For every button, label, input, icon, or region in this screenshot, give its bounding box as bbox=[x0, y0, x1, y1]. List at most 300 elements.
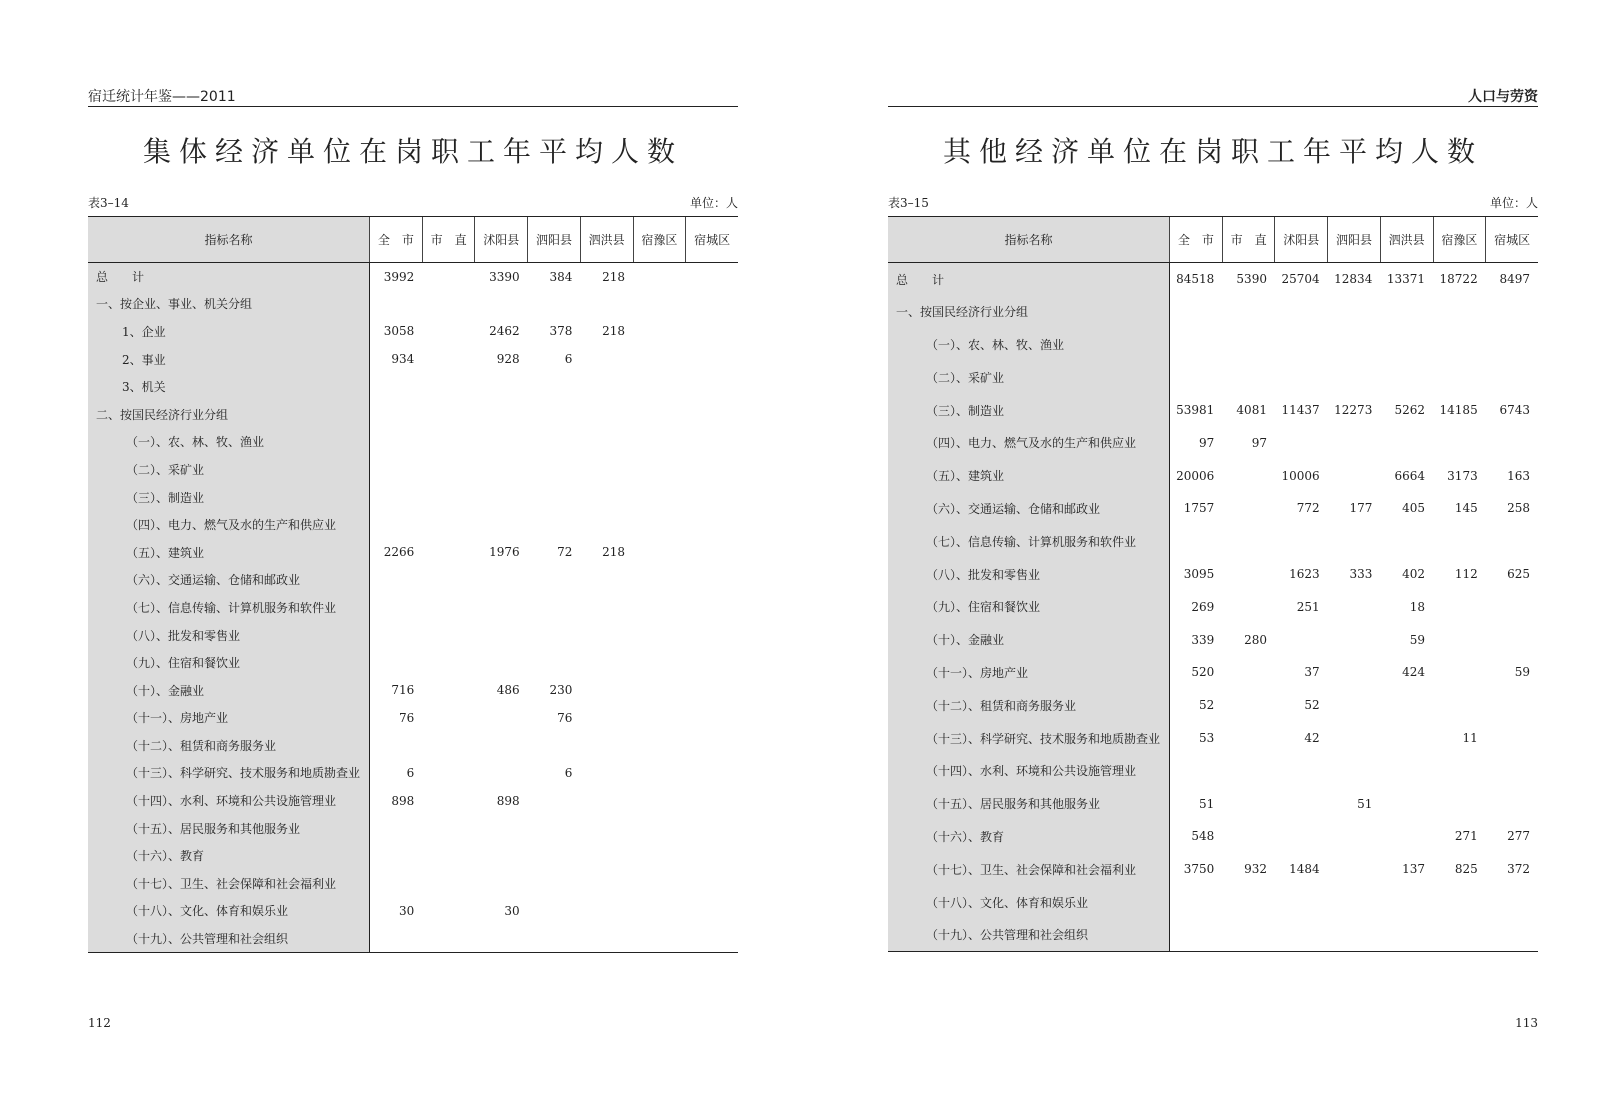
table-row bbox=[88, 538, 738, 566]
table-cell bbox=[1222, 918, 1275, 951]
row-label: （十五）、居民服务和其他服务业 bbox=[888, 787, 1170, 820]
row-label: （十一）、房地产业 bbox=[88, 704, 370, 732]
row-label: （五）、建筑业 bbox=[888, 459, 1170, 492]
page-number: 112 bbox=[88, 1016, 111, 1030]
table-cell bbox=[422, 842, 475, 870]
table-cell: 1623 bbox=[1289, 567, 1320, 582]
table-cell: 59 bbox=[1514, 665, 1530, 680]
table-cell bbox=[1170, 361, 1223, 394]
table-cell bbox=[1486, 426, 1538, 459]
table-cell bbox=[1170, 525, 1223, 558]
table-cell bbox=[1433, 295, 1486, 328]
table-cell bbox=[528, 897, 581, 925]
table-cell bbox=[633, 318, 686, 346]
header-indicator-name: 指标名称 bbox=[88, 217, 370, 263]
table-cell bbox=[580, 649, 633, 677]
row-label: 总 计 bbox=[888, 263, 1170, 296]
table-cell bbox=[580, 594, 633, 622]
table-cell bbox=[1328, 754, 1381, 787]
row-label: （八）、批发和零售业 bbox=[88, 621, 370, 649]
row-label: 2、事业 bbox=[88, 345, 370, 373]
table-cell: 772 bbox=[1296, 501, 1320, 516]
table-row bbox=[888, 918, 1538, 951]
table-cell bbox=[1222, 328, 1275, 361]
table-cell: 928 bbox=[496, 352, 520, 367]
table-cell bbox=[422, 511, 475, 539]
table-cell: 218 bbox=[602, 324, 626, 339]
table-row bbox=[88, 732, 738, 760]
table-row bbox=[88, 483, 738, 511]
table-cell: 277 bbox=[1507, 829, 1530, 844]
table-cell bbox=[422, 400, 475, 428]
table-cell bbox=[422, 787, 475, 815]
table-row bbox=[88, 594, 738, 622]
table-cell bbox=[528, 925, 581, 953]
table-cell bbox=[1486, 623, 1538, 656]
table-cell bbox=[370, 456, 423, 484]
table-cell: 384 bbox=[549, 269, 573, 284]
table-cell bbox=[686, 676, 738, 704]
row-label: 一、按国民经济行业分组 bbox=[888, 295, 1170, 328]
table-cell bbox=[1486, 886, 1538, 919]
table-cell bbox=[1433, 590, 1486, 623]
table-cell bbox=[580, 400, 633, 428]
table-cell bbox=[370, 428, 423, 456]
row-label: （二）、采矿业 bbox=[888, 361, 1170, 394]
table-cell bbox=[528, 456, 581, 484]
table-cell bbox=[1222, 492, 1275, 525]
table-cell bbox=[633, 456, 686, 484]
page-number: 113 bbox=[1515, 1016, 1538, 1030]
table-cell bbox=[1275, 361, 1328, 394]
table-cell bbox=[475, 814, 528, 842]
table-cell bbox=[1328, 426, 1381, 459]
table-row bbox=[88, 649, 738, 677]
table-row bbox=[88, 263, 738, 291]
row-label: 一、按企业、事业、机关分组 bbox=[88, 290, 370, 318]
table-cell: 84518 bbox=[1176, 272, 1215, 287]
table-cell bbox=[1328, 820, 1381, 853]
table-cell bbox=[1170, 328, 1223, 361]
column-header: 泗洪县 bbox=[1380, 217, 1433, 263]
table-cell bbox=[528, 842, 581, 870]
table-cell bbox=[633, 263, 686, 291]
table-cell bbox=[1328, 525, 1381, 558]
table-cell bbox=[686, 925, 738, 953]
table-cell bbox=[370, 842, 423, 870]
table-cell bbox=[1433, 754, 1486, 787]
table-cell bbox=[528, 814, 581, 842]
table-cell bbox=[1380, 886, 1433, 919]
table-cell: 37 bbox=[1304, 665, 1320, 680]
table-cell bbox=[633, 870, 686, 898]
table-cell: 2266 bbox=[383, 545, 415, 560]
row-label: （十三）、科学研究、技术服务和地质勘查业 bbox=[88, 759, 370, 787]
table-cell bbox=[1328, 689, 1381, 722]
table-cell bbox=[633, 759, 686, 787]
table-cell bbox=[475, 400, 528, 428]
table-cell bbox=[633, 428, 686, 456]
table-cell bbox=[580, 373, 633, 401]
table-row bbox=[88, 621, 738, 649]
table-cell: 11 bbox=[1462, 731, 1478, 746]
table-cell bbox=[528, 373, 581, 401]
table-row bbox=[888, 459, 1538, 492]
table-cell bbox=[475, 483, 528, 511]
table-cell bbox=[633, 290, 686, 318]
table-cell: 269 bbox=[1191, 599, 1215, 614]
table-row bbox=[888, 492, 1538, 525]
column-header: 泗洪县 bbox=[580, 217, 633, 263]
table-cell bbox=[580, 511, 633, 539]
table-cell: 76 bbox=[557, 710, 573, 725]
table-row bbox=[888, 656, 1538, 689]
table-cell bbox=[633, 621, 686, 649]
table-cell bbox=[580, 787, 633, 815]
table-cell: 20006 bbox=[1176, 468, 1215, 483]
table-row bbox=[888, 623, 1538, 656]
row-label: （九）、住宿和餐饮业 bbox=[888, 590, 1170, 623]
table-cell bbox=[1222, 820, 1275, 853]
table-cell bbox=[1486, 689, 1538, 722]
table-cell bbox=[422, 704, 475, 732]
row-label: （九）、住宿和餐饮业 bbox=[88, 649, 370, 677]
table-cell bbox=[1380, 918, 1433, 951]
table-cell: 12273 bbox=[1334, 403, 1373, 418]
table-cell: 18722 bbox=[1439, 272, 1478, 287]
table-cell bbox=[1328, 590, 1381, 623]
column-header: 市 直 bbox=[422, 217, 475, 263]
table-cell bbox=[1170, 886, 1223, 919]
table-cell: 378 bbox=[549, 324, 573, 339]
table-row bbox=[88, 759, 738, 787]
table-cell bbox=[633, 400, 686, 428]
table-cell bbox=[370, 925, 423, 953]
table-cell bbox=[1222, 787, 1275, 820]
table-cell bbox=[475, 594, 528, 622]
table-row bbox=[88, 566, 738, 594]
table-cell bbox=[580, 428, 633, 456]
table-cell: 625 bbox=[1507, 567, 1530, 582]
table-cell bbox=[580, 676, 633, 704]
table-cell bbox=[686, 400, 738, 428]
table-cell: 72 bbox=[557, 545, 573, 560]
table-cell: 402 bbox=[1402, 567, 1426, 582]
row-label: （十八）、文化、体育和娱乐业 bbox=[88, 897, 370, 925]
table-cell bbox=[475, 456, 528, 484]
table-cell bbox=[1433, 426, 1486, 459]
table-cell: 251 bbox=[1296, 599, 1320, 614]
table-cell bbox=[686, 704, 738, 732]
table-cell: 280 bbox=[1244, 632, 1267, 647]
table-row bbox=[88, 511, 738, 539]
table-cell bbox=[686, 759, 738, 787]
column-header: 市 直 bbox=[1222, 217, 1275, 263]
row-label: （十二）、租赁和商务服务业 bbox=[88, 732, 370, 760]
table-cell bbox=[1170, 295, 1223, 328]
table-cell bbox=[686, 483, 738, 511]
table-cell bbox=[580, 704, 633, 732]
table-cell: 97 bbox=[1251, 435, 1267, 450]
table-cell bbox=[1222, 295, 1275, 328]
table-cell bbox=[633, 649, 686, 677]
table-cell bbox=[422, 649, 475, 677]
table-cell: 59 bbox=[1409, 632, 1426, 647]
table-row bbox=[88, 842, 738, 870]
table-cell: 53981 bbox=[1176, 403, 1215, 418]
table-cell bbox=[686, 870, 738, 898]
table-cell: 52 bbox=[1304, 698, 1320, 713]
data-table bbox=[88, 216, 738, 953]
table-cell bbox=[1486, 787, 1538, 820]
table-cell: 6 bbox=[406, 765, 415, 780]
table-cell bbox=[686, 318, 738, 346]
table-cell: 333 bbox=[1349, 567, 1373, 582]
table-cell: 3173 bbox=[1447, 468, 1478, 483]
column-header: 沭阳县 bbox=[1275, 217, 1328, 263]
table-cell bbox=[633, 787, 686, 815]
table-cell: 52 bbox=[1199, 698, 1215, 713]
table-cell bbox=[1433, 689, 1486, 722]
table-cell bbox=[422, 566, 475, 594]
table-cell bbox=[422, 373, 475, 401]
table-cell bbox=[1433, 886, 1486, 919]
table-cell bbox=[1486, 722, 1538, 755]
table-cell bbox=[686, 566, 738, 594]
row-label: 1、企业 bbox=[88, 318, 370, 346]
table-cell bbox=[580, 870, 633, 898]
table-cell bbox=[1433, 787, 1486, 820]
table-cell: 4081 bbox=[1236, 403, 1267, 418]
table-cell bbox=[370, 566, 423, 594]
table-cell bbox=[475, 732, 528, 760]
table-cell: 112 bbox=[1454, 567, 1478, 582]
table-title: 集体经济单位在岗职工年平均人数 bbox=[142, 135, 683, 168]
table-cell bbox=[1486, 918, 1538, 951]
table-cell bbox=[633, 732, 686, 760]
table-cell bbox=[422, 345, 475, 373]
table-cell bbox=[1275, 787, 1328, 820]
table-cell bbox=[1328, 886, 1381, 919]
table-row bbox=[888, 787, 1538, 820]
table-cell bbox=[1433, 656, 1486, 689]
table-cell: 218 bbox=[602, 545, 626, 560]
table-cell bbox=[1486, 361, 1538, 394]
table-cell bbox=[1222, 590, 1275, 623]
table-cell: 5262 bbox=[1394, 403, 1426, 418]
table-cell: 6 bbox=[564, 765, 573, 780]
table-row bbox=[888, 558, 1538, 591]
table-cell bbox=[1380, 426, 1433, 459]
row-label: 二、按国民经济行业分组 bbox=[88, 400, 370, 428]
table-row bbox=[888, 722, 1538, 755]
table-cell bbox=[1328, 656, 1381, 689]
table-cell: 898 bbox=[496, 793, 520, 808]
row-label: （十五）、居民服务和其他服务业 bbox=[88, 814, 370, 842]
table-cell bbox=[1486, 525, 1538, 558]
row-label: （六）、交通运输、仓储和邮政业 bbox=[888, 492, 1170, 525]
table-row bbox=[88, 925, 738, 953]
table-cell bbox=[580, 483, 633, 511]
table-cell: 5390 bbox=[1236, 272, 1267, 287]
row-label: （十四）、水利、环境和公共设施管理业 bbox=[88, 787, 370, 815]
header-row bbox=[888, 217, 1538, 263]
row-label: （十）、金融业 bbox=[888, 623, 1170, 656]
table-row bbox=[88, 787, 738, 815]
unit-label: 单位：人 bbox=[689, 196, 738, 210]
table-cell bbox=[1222, 459, 1275, 492]
table-cell bbox=[580, 925, 633, 953]
table-cell bbox=[370, 511, 423, 539]
table-cell: 271 bbox=[1454, 829, 1478, 844]
table-cell bbox=[370, 290, 423, 318]
table-number: 表3–15 bbox=[888, 196, 929, 210]
table-cell bbox=[686, 842, 738, 870]
table-cell bbox=[686, 594, 738, 622]
table-row bbox=[88, 345, 738, 373]
table-cell bbox=[1275, 820, 1328, 853]
table-cell bbox=[422, 621, 475, 649]
table-cell bbox=[528, 594, 581, 622]
header-row bbox=[88, 217, 738, 263]
table-cell bbox=[1328, 623, 1381, 656]
table-cell bbox=[422, 732, 475, 760]
table-cell: 53 bbox=[1199, 731, 1215, 746]
table-cell bbox=[370, 621, 423, 649]
table-cell bbox=[422, 759, 475, 787]
table-cell bbox=[633, 814, 686, 842]
table-cell: 486 bbox=[496, 683, 520, 698]
table-cell bbox=[422, 897, 475, 925]
table-cell bbox=[1380, 754, 1433, 787]
table-cell: 8497 bbox=[1499, 272, 1530, 287]
column-header: 泗阳县 bbox=[528, 217, 581, 263]
table-row bbox=[888, 394, 1538, 427]
table-cell bbox=[370, 594, 423, 622]
table-cell bbox=[633, 345, 686, 373]
table-row bbox=[888, 886, 1538, 919]
table-cell bbox=[1380, 295, 1433, 328]
table-cell bbox=[475, 511, 528, 539]
table-cell bbox=[633, 676, 686, 704]
table-cell bbox=[528, 428, 581, 456]
table-cell bbox=[1222, 722, 1275, 755]
table-cell bbox=[1275, 525, 1328, 558]
table-cell: 898 bbox=[391, 793, 415, 808]
row-label: （四）、电力、燃气及水的生产和供应业 bbox=[888, 426, 1170, 459]
table-cell bbox=[686, 649, 738, 677]
table-cell: 30 bbox=[504, 903, 520, 918]
table-row bbox=[888, 328, 1538, 361]
table-cell bbox=[370, 373, 423, 401]
table-cell: 30 bbox=[399, 903, 415, 918]
column-header: 全 市 bbox=[1170, 217, 1223, 263]
table-row bbox=[88, 897, 738, 925]
table-cell bbox=[580, 566, 633, 594]
table-cell: 934 bbox=[391, 352, 415, 367]
table-cell: 932 bbox=[1244, 862, 1267, 877]
table-cell bbox=[422, 318, 475, 346]
table-cell bbox=[1486, 590, 1538, 623]
table-cell: 6743 bbox=[1499, 403, 1530, 418]
table-cell: 405 bbox=[1402, 501, 1426, 516]
table-cell bbox=[1328, 361, 1381, 394]
table-cell: 14185 bbox=[1439, 403, 1478, 418]
table-cell bbox=[370, 814, 423, 842]
table-cell bbox=[633, 594, 686, 622]
row-label: （五）、建筑业 bbox=[88, 538, 370, 566]
table-cell: 2462 bbox=[489, 324, 520, 339]
column-header: 泗阳县 bbox=[1328, 217, 1381, 263]
table-cell: 3992 bbox=[383, 269, 415, 284]
table-row bbox=[88, 290, 738, 318]
row-label: （三）、制造业 bbox=[888, 394, 1170, 427]
table-cell bbox=[580, 759, 633, 787]
table-cell bbox=[1433, 525, 1486, 558]
column-header: 宿城区 bbox=[1486, 217, 1538, 263]
table-row bbox=[888, 525, 1538, 558]
data-table bbox=[888, 216, 1538, 952]
table-cell bbox=[528, 649, 581, 677]
table-cell bbox=[528, 787, 581, 815]
table-cell bbox=[1275, 426, 1328, 459]
row-label: 3、机关 bbox=[88, 373, 370, 401]
table-cell: 137 bbox=[1402, 862, 1426, 877]
table-cell bbox=[1275, 918, 1328, 951]
table-cell bbox=[580, 621, 633, 649]
table-cell bbox=[370, 870, 423, 898]
table-cell bbox=[475, 290, 528, 318]
table-cell bbox=[1222, 525, 1275, 558]
right-page bbox=[888, 0, 1548, 1099]
table-cell bbox=[422, 814, 475, 842]
table-cell: 13371 bbox=[1386, 272, 1426, 287]
table-row bbox=[888, 426, 1538, 459]
table-cell bbox=[633, 897, 686, 925]
table-cell: 1484 bbox=[1289, 862, 1320, 877]
table-cell bbox=[686, 345, 738, 373]
table-cell bbox=[633, 704, 686, 732]
table-cell bbox=[370, 649, 423, 677]
table-row bbox=[888, 295, 1538, 328]
row-label: （十八）、文化、体育和娱乐业 bbox=[888, 886, 1170, 919]
table-cell bbox=[686, 897, 738, 925]
table-cell bbox=[422, 263, 475, 291]
row-label: （十三）、科学研究、技术服务和地质勘查业 bbox=[888, 722, 1170, 755]
table-cell: 6664 bbox=[1394, 468, 1426, 483]
table-row bbox=[88, 814, 738, 842]
table-cell bbox=[1328, 853, 1381, 886]
row-label: （一）、农、林、牧、渔业 bbox=[888, 328, 1170, 361]
row-label: （十七）、卫生、社会保障和社会福利业 bbox=[888, 853, 1170, 886]
row-label: （六）、交通运输、仓储和邮政业 bbox=[88, 566, 370, 594]
table-row bbox=[888, 590, 1538, 623]
table-cell bbox=[1222, 656, 1275, 689]
table-cell bbox=[1486, 754, 1538, 787]
table-cell: 6 bbox=[564, 352, 573, 367]
table-cell bbox=[1222, 558, 1275, 591]
table-cell bbox=[528, 511, 581, 539]
table-cell: 258 bbox=[1507, 501, 1530, 516]
row-label: （十九）、公共管理和社会组织 bbox=[88, 925, 370, 953]
row-label: （一）、农、林、牧、渔业 bbox=[88, 428, 370, 456]
table-cell bbox=[580, 456, 633, 484]
table-cell: 825 bbox=[1454, 862, 1478, 877]
row-label: （八）、批发和零售业 bbox=[888, 558, 1170, 591]
table-cell bbox=[580, 290, 633, 318]
table-cell bbox=[1380, 361, 1433, 394]
row-label: （十）、金融业 bbox=[88, 676, 370, 704]
